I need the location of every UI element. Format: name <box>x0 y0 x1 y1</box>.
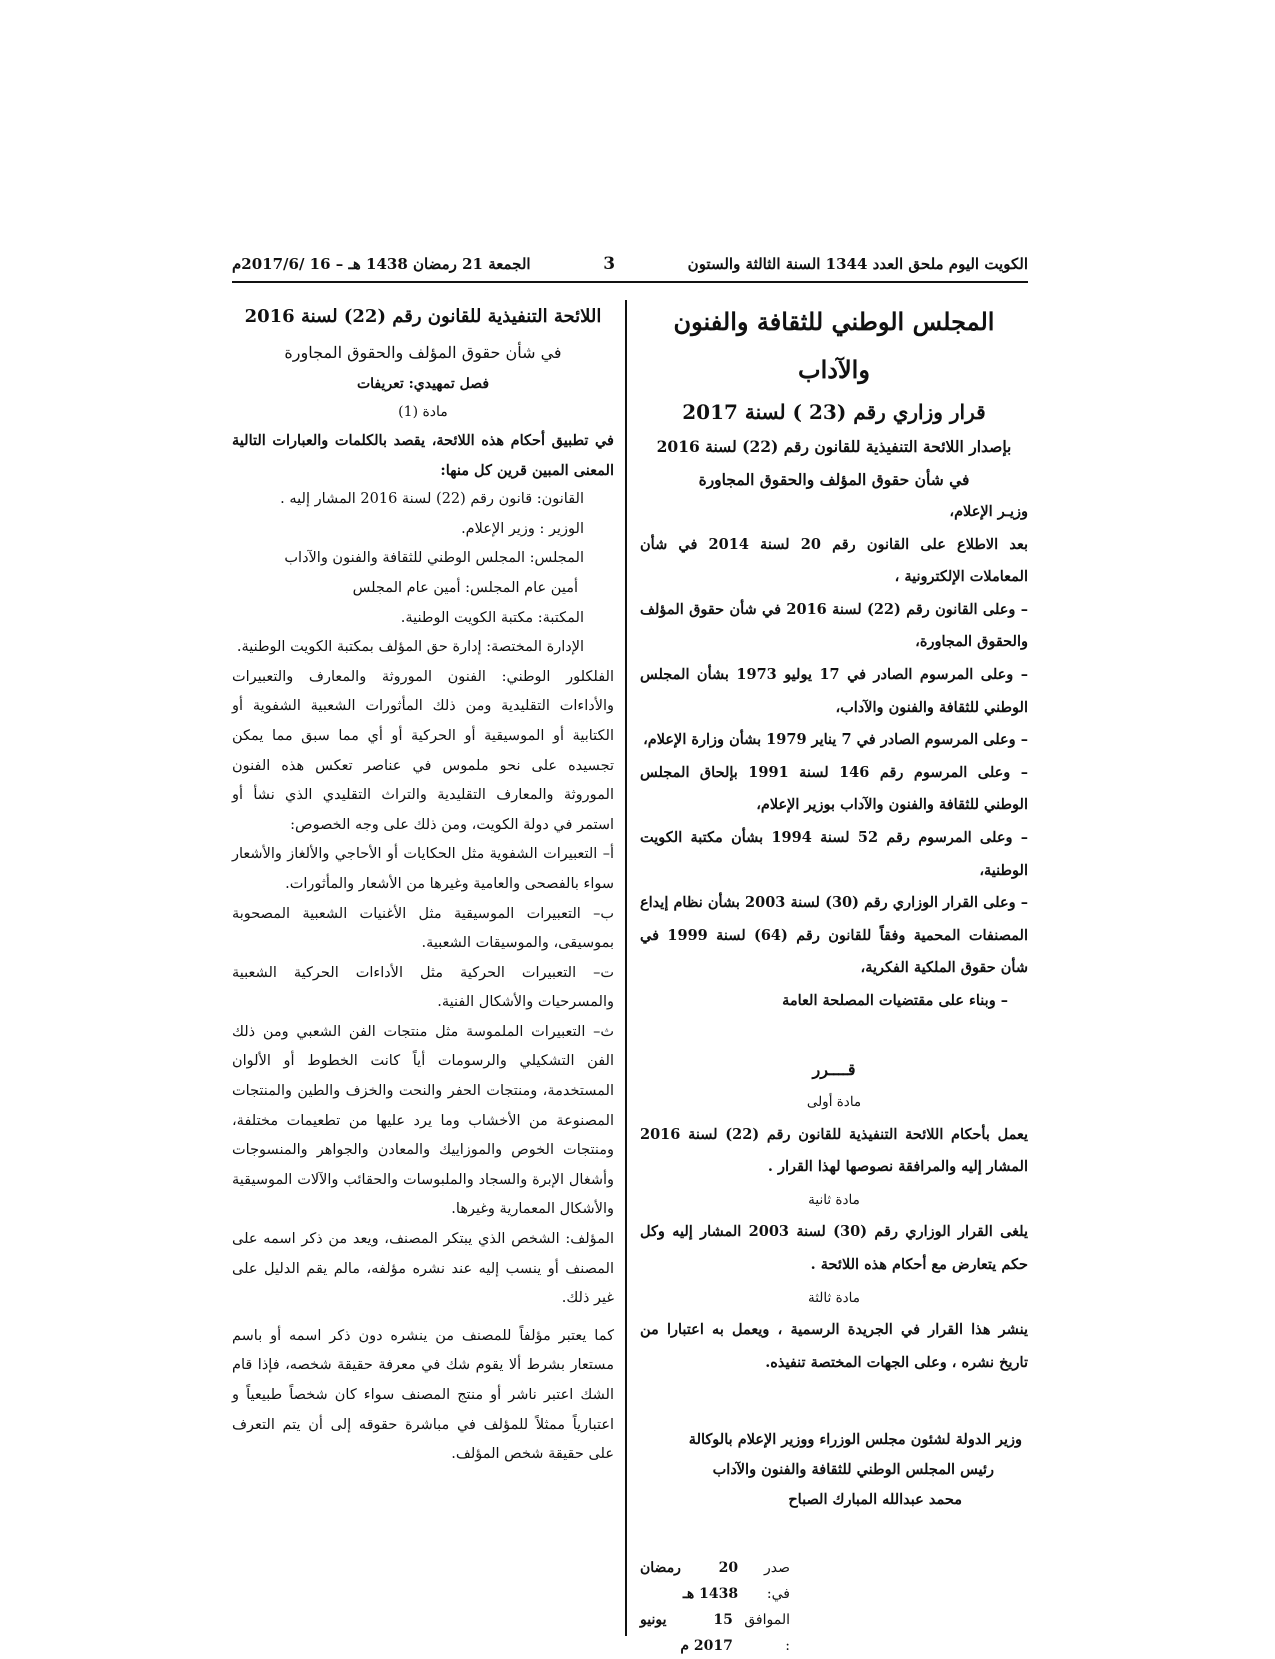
article-1-text: يعمل بأحكام اللائحة التنفيذية للقانون رقم (22) لسنة 2016 المشار إليه والمرافقة نصوصها لهذا القرار . <box>640 1125 1028 1176</box>
header-date: الجمعة 21 رمضان 1438 هـ – 16 /2017/6م <box>232 255 531 273</box>
folklore-item: ث– التعبيرات الملموسة مثل منتجات الفن الشعبي ومن ذلك الفن التشكيلي والرسومات أياً كانت الخطوط أو الألوان المستخدمة، ومنتجات الحفر والنحت والخزف والطين والمنتجات المصنوعة من الأخشاب وما يرد عليها من تطعيمات مختلفة، ومنتجات الخوص والموزاييك والمعادن والجواهر والمنسوجات وأشغال الإبرة والسجاد والملبوسات والحقائب والآلات الموسيقية والأشكال المعمارية وغيرها. <box>232 1023 614 1218</box>
definition: المجلس: المجلس الوطني للثقافة والفنون والآداب <box>284 550 584 567</box>
decision-subject: بإصدار اللائحة التنفيذية للقانون رقم (22) لسنة 2016 <box>656 437 1012 456</box>
recital: – وعلى القرار الوزاري رقم (30) لسنة 2003 بشأن نظام إيداع المصنفات المحمية وفقاً للقانون رقم (64) لسنة 1999 في شأن حقوق الملكية الفكرية، <box>640 894 1029 977</box>
chapter-heading: فصل تمهيدي: تعريفات <box>356 376 490 392</box>
article-heading: مادة (1) <box>398 404 448 420</box>
recital: – وعلى المرسوم الصادر في 7 يناير 1979 بشأن وزارة الإعلام، <box>643 731 1028 749</box>
definition: القانون: قانون رقم (22) لسنة 2016 المشار إليه . <box>280 491 584 508</box>
corresponding-label: الموافق : <box>744 1612 790 1655</box>
issuer-minister: وزيـر الإعلام، <box>949 503 1028 520</box>
article-2-title: مادة ثانية <box>808 1191 860 1208</box>
regulation-title: اللائحة التنفيذية للقانون رقم (22) لسنة 2016 <box>244 306 602 327</box>
issued-label: صدر في: <box>764 1560 790 1603</box>
header-issue-info: الكويت اليوم ملحق العدد 1344 السنة الثالثة والستون <box>687 255 1028 273</box>
column-divider <box>625 300 627 1636</box>
recital: – وعلى القانون رقم (22) لسنة 2016 في شأن حقوق المؤلف والحقوق المجاورة، <box>640 600 1028 651</box>
signature-name: محمد عبدالله المبارك الصباح <box>788 1491 962 1509</box>
recital: – وعلى المرسوم رقم 52 لسنة 1994 بشأن مكتبة الكويت الوطنية، <box>640 828 1029 879</box>
folklore-item: ت– التعبيرات الحركية مثل الأداءات الحركية الشعبية والمسرحيات والأشكال الفنية. <box>232 964 614 1011</box>
decision-subject-2: في شأن حقوق المؤلف والحقوق المجاورة <box>698 470 970 489</box>
article-2-text: يلغى القرار الوزاري رقم (30) لسنة 2003 المشار إليه وكل حكم يتعارض مع أحكام هذه اللائحة . <box>640 1223 1028 1274</box>
article-3-text: ينشر هذا القرار في الجريدة الرسمية ، ويعمل به اعتبارا من تاريخ نشره ، وعلى الجهات المختصة تنفيذه. <box>640 1321 1028 1371</box>
corresponding-row <box>640 1607 800 1659</box>
article-1-title: مادة أولى <box>806 1094 862 1111</box>
signature-block <box>640 1425 1028 1515</box>
decision-column <box>640 298 1029 1655</box>
anonymous-author-paragraph: كما يعتبر مؤلفاً للمصنف من ينشره دون ذكر اسمه أو باسم مستعار بشرط ألا يقوم شك في معرفة حقيقة شخصه، فإذا قام الشك اعتبر ناشر أو منتج المصنف سواء كان شخصاً طبيعياً و اعتبارياً ممثلاً للمؤلف في مباشرة حقوقه إلى أن يتم التعرف على حقيقة شخص المؤلف. <box>232 1327 614 1463</box>
signature-line: رئيس المجلس الوطني للثقافة والفنون والآداب <box>712 1461 994 1479</box>
signature-line: وزير الدولة لشئون مجلس الوزراء ووزير الإعلام بالوكالة <box>688 1431 1022 1449</box>
recital: – وعلى المرسوم الصادر في 17 يوليو 1973 بشأن المجلس الوطني للثقافة والفنون والآداب، <box>640 665 1028 716</box>
regulation-column <box>232 298 614 1470</box>
regulation-subtitle: في شأن حقوق المؤلف والحقوق المجاورة <box>284 343 562 362</box>
definition: الوزير : وزير الإعلام. <box>461 520 584 537</box>
decided-heading: قــــرر <box>812 1059 856 1079</box>
article-3-title: مادة ثالثة <box>807 1289 861 1306</box>
issued-row <box>640 1555 800 1607</box>
definition: أمين عام المجلس: أمين عام المجلس <box>352 579 578 596</box>
recital: بعد الاطلاع على القانون رقم 20 لسنة 2014 في شأن المعاملات الإلكترونية ، <box>640 535 1028 586</box>
definition: المكتبة: مكتبة الكويت الوطنية. <box>400 609 584 626</box>
definition: الإدارة المختصة: إدارة حق المؤلف بمكتبة الكويت الوطنية. <box>236 639 584 656</box>
page-number: 3 <box>603 254 616 274</box>
decision-number: قرار وزاري رقم (23 ) لسنة 2017 <box>682 400 986 424</box>
recital: – وعلى المرسوم رقم 146 لسنة 1991 بإلحاق المجلس الوطني للثقافة والفنون والآداب بوزير الإعلام، <box>640 763 1028 814</box>
corresponding-date: 15 يونيو 2017 م <box>640 1612 733 1655</box>
council-title: المجلس الوطني للثقافة والفنون والآداب <box>673 307 995 384</box>
author-definition: المؤلف: الشخص الذي يبتكر المصنف، ويعد من ذكر اسمه على المصنف أو ينسب إليه عند نشره مؤلفه، مالم يقم الدليل على غير ذلك. <box>232 1231 614 1307</box>
recital: – وبناء على مقتضيات المصلحة العامة <box>782 991 1008 1009</box>
folklore-item: ب– التعبيرات الموسيقية مثل الأغنيات الشعبية المصحوبة بموسيقى، والموسيقات الشعبية. <box>232 905 614 952</box>
definitions-intro: في تطبيق أحكام هذه اللائحة، يقصد بالكلمات والعبارات التالية المعنى المبين قرين كل منها: <box>232 432 614 479</box>
page-header <box>232 247 1028 283</box>
issued-date: 20 رمضان 1438 هـ <box>640 1560 739 1603</box>
folklore-item: أ– التعبيرات الشفوية مثل الحكايات أو الأحاجي والألغاز والأشعار سواء بالفصحى والعامية وغيرها من الأشعار والمأثورات. <box>232 846 614 892</box>
folklore-definition: الفلكلور الوطني: الفنون الموروثة والمعارف والتعبيرات والأداءات التقليدية ومن ذلك المأثورات الشعبية الشفوية أو الكتابية أو الموسيقية أو الحركية أو أي مما سبق مما يمكن تجسيده على نحو ملموس في عناصر تعكس هذه الفنون الموروثة والمعارف التقليدية والتراث التقليدي الذي نشأ أو استمر في دولة الكويت، ومن ذلك على وجه الخصوص: <box>232 668 614 833</box>
